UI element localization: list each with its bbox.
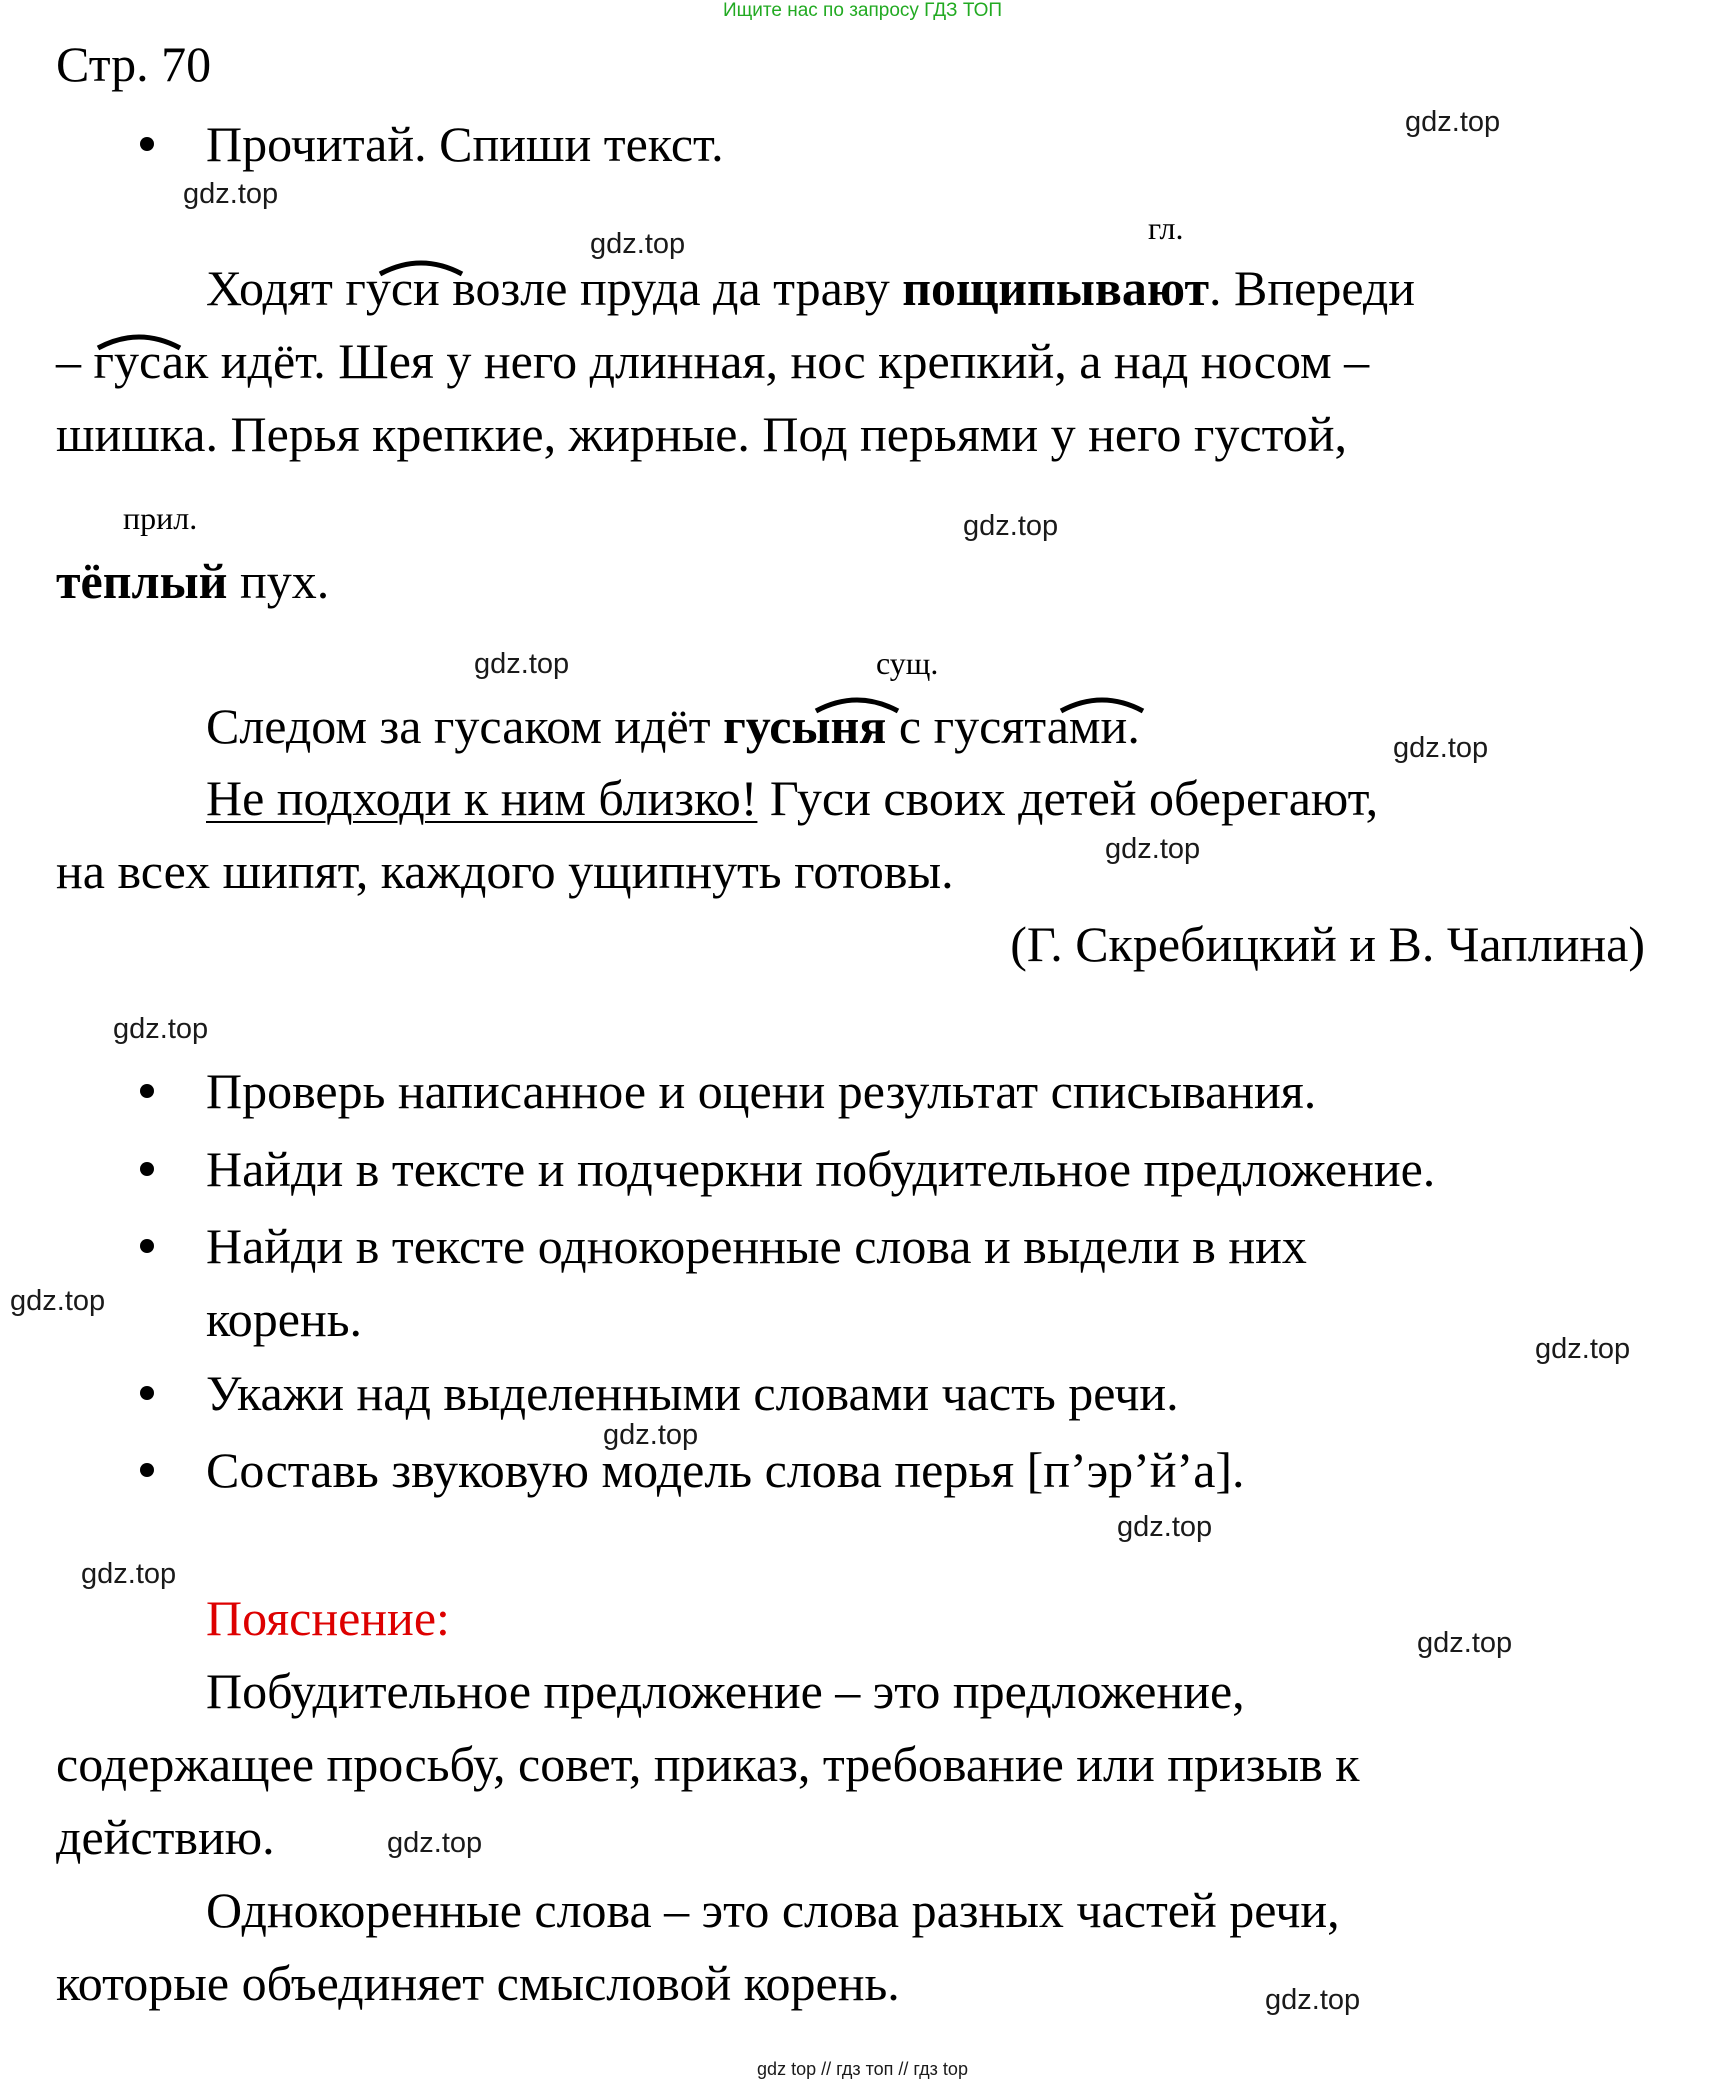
root-word: гус: [93, 333, 162, 389]
text-fragment: –: [56, 333, 94, 389]
label-adjective: прил.: [123, 500, 198, 536]
watermark: gdz.top: [1405, 106, 1501, 138]
bold-word: тёплый: [56, 553, 228, 609]
task-item: корень.: [206, 1291, 363, 1347]
watermark: gdz.top: [10, 1285, 106, 1317]
root-arc: [812, 689, 902, 717]
watermark: gdz.top: [1105, 833, 1201, 865]
text-line: [56, 545, 329, 617]
watermark: gdz.top: [387, 1827, 483, 1859]
explanation-heading: Пояснение:: [206, 1590, 450, 1646]
footer-text[interactable]: gdz top // гдз топ // гдз top: [757, 2059, 968, 2079]
task-item: Найди в тексте и подчеркни побудительное предложение.: [206, 1141, 1436, 1197]
text-line: Побудительное предложение – это предложение,: [206, 1663, 1245, 1719]
bullet: [140, 1463, 154, 1477]
bold-word: пощипывают: [902, 260, 1210, 316]
text-fragment: . Впереди: [1209, 260, 1416, 316]
root-arc: [376, 252, 466, 280]
bold-root: гус: [723, 698, 792, 754]
text-line: действию.: [56, 1809, 275, 1865]
watermark: gdz.top: [1265, 1984, 1361, 2016]
watermark: gdz.top: [474, 648, 570, 680]
task-item: Найди в тексте однокоренные слова и выдели в них: [206, 1218, 1307, 1274]
bullet: [140, 1084, 154, 1098]
watermark: gdz.top: [1535, 1333, 1631, 1365]
bullet: [140, 1162, 154, 1176]
label-verb: гл.: [1148, 210, 1184, 246]
author: (Г. Скребицкий и В. Чаплина): [1010, 916, 1645, 972]
task-intro: Прочитай. Спиши текст.: [206, 116, 724, 172]
text-line: [206, 762, 1378, 834]
root-word: гус: [933, 698, 1002, 754]
watermark: gdz.top: [963, 510, 1059, 542]
text-line: [56, 325, 1369, 397]
bold-word: ыня: [791, 698, 887, 754]
text-fragment: пух.: [227, 553, 330, 609]
text-line: Однокоренные слова – это слова разных частей речи,: [206, 1882, 1340, 1938]
text-fragment: Следом за гусаком идёт: [206, 698, 724, 754]
watermark: gdz.top: [113, 1013, 209, 1045]
watermark: gdz.top: [1417, 1627, 1513, 1659]
watermark: gdz.top: [1393, 732, 1489, 764]
text-line: шишка. Перья крепкие, жирные. Под перьями у него густой,: [56, 406, 1348, 462]
text-line: которые объединяет смысловой корень.: [56, 1955, 900, 2011]
bullet: [140, 1386, 154, 1400]
imperative-sentence: Не подходи к ним близко!: [206, 770, 758, 826]
watermark: gdz.top: [603, 1419, 699, 1451]
text-line: [206, 690, 1140, 762]
task-item: Укажи над выделенными словами часть речи.: [206, 1365, 1179, 1421]
text-fragment: ак идёт. Шея у него длинная, нос крепкий, а над носом –: [161, 333, 1370, 389]
text-line: на всех шипят, каждого ущипнуть готовы.: [56, 843, 954, 899]
task-item: Составь звуковую модель слова перья [п’эр’й’а].: [206, 1442, 1245, 1498]
text-fragment: с: [886, 698, 934, 754]
watermark: gdz.top: [590, 228, 686, 260]
text-fragment: Ходят: [206, 260, 346, 316]
page-number: Стр. 70: [56, 36, 212, 92]
root-arc: [1057, 689, 1147, 717]
watermark: gdz.top: [183, 178, 279, 210]
bullet: [140, 1239, 154, 1253]
root-arc: [94, 326, 184, 354]
bullet: [140, 137, 154, 151]
task-item: Проверь написанное и оцени результат списывания.: [206, 1063, 1317, 1119]
text-fragment: возле пруда да траву: [439, 260, 903, 316]
label-noun: сущ.: [876, 645, 939, 681]
top-banner[interactable]: Ищите нас по запросу ГДЗ ТОП: [722, 0, 1003, 21]
watermark: gdz.top: [81, 1558, 177, 1590]
root-word: гуси: [345, 260, 440, 316]
watermark: gdz.top: [1117, 1511, 1213, 1543]
text-fragment: ятами.: [1001, 698, 1140, 754]
text-line: содержащее просьбу, совет, приказ, требование или призыв к: [56, 1736, 1360, 1792]
text-fragment: Гуси своих детей оберегают,: [757, 770, 1379, 826]
